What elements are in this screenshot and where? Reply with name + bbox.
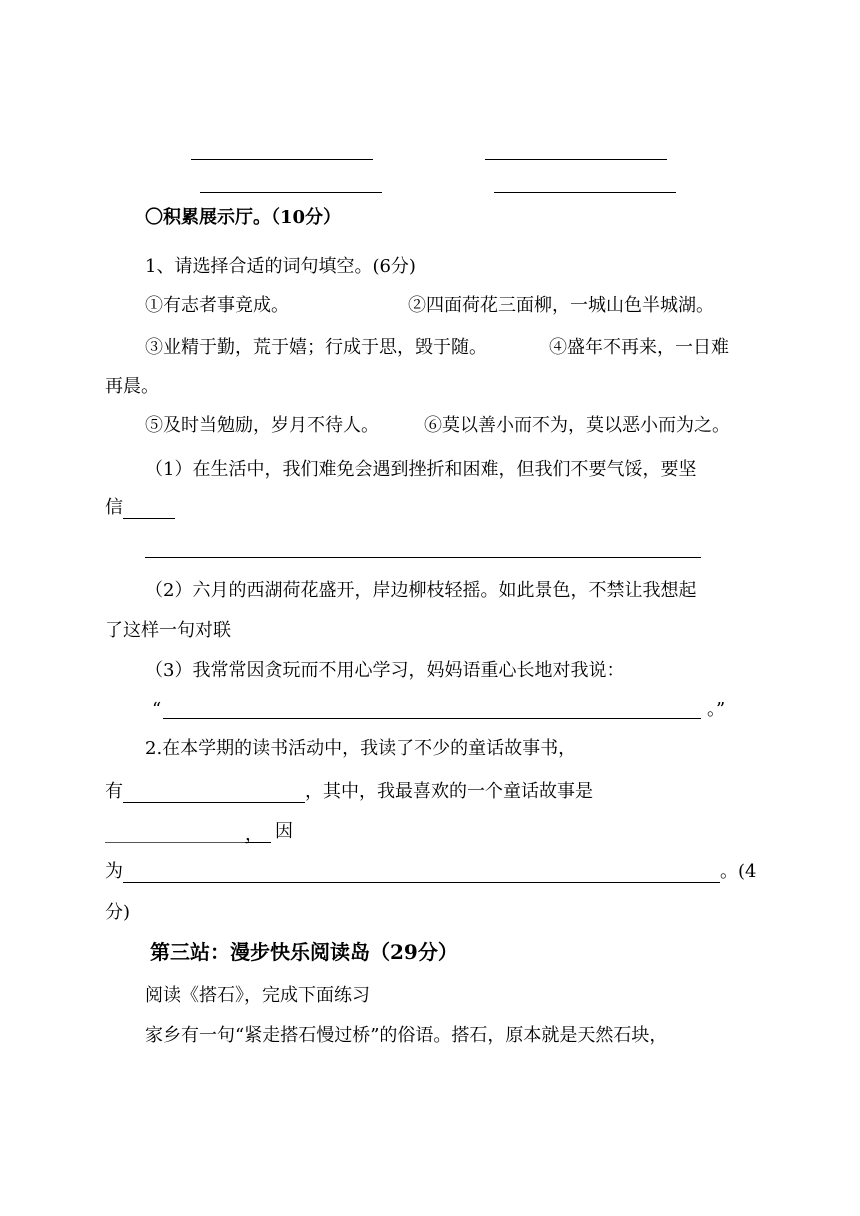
answer-blank[interactable] — [123, 784, 305, 803]
question-2: 2.在本学期的读书活动中，我读了不少的童话故事书， — [145, 738, 577, 759]
q2-text: 有 — [105, 781, 123, 802]
sub-question-2: （2）六月的西湖荷花盛开，岸边柳枝轻摇。如此景色，不禁让我想起 — [145, 580, 697, 601]
option-5: ⑤及时当勉励，岁月不待人。 — [145, 415, 379, 436]
answer-blank[interactable] — [123, 864, 720, 883]
sub-question-1-text: 信 — [105, 497, 123, 518]
close-quote: 。” — [707, 699, 726, 720]
answer-blank[interactable] — [485, 159, 667, 160]
q2-text: 因 — [275, 821, 293, 842]
option-1: ①有志者事竟成。 — [145, 295, 289, 316]
sub-question-3: （3）我常常因贪玩而不用心学习，妈妈语重心长地对我说： — [145, 660, 625, 681]
question-2-line4 — [105, 861, 756, 883]
passage-line: 家乡有一句“紧走搭石慢过桥”的俗语。搭石，原本就是天然石块， — [145, 1025, 668, 1046]
answer-blank[interactable] — [200, 192, 382, 193]
option-4: ④盛年不再来，一日难 — [549, 337, 729, 358]
option-4-wrap: 再晨。 — [105, 376, 159, 397]
question-2-line5: 分) — [105, 902, 131, 923]
option-3: ③业精于勤，荒于嬉；行成于思，毁于随。 — [145, 337, 487, 358]
sub-question-1-cont — [105, 497, 175, 519]
answer-blank[interactable] — [494, 192, 676, 193]
answer-line[interactable] — [145, 557, 701, 558]
answer-blank[interactable] — [123, 500, 175, 519]
question-2-line3 — [105, 821, 293, 843]
section-title: 〇积累展示厅。（10分） — [145, 207, 342, 228]
answer-blank[interactable] — [191, 159, 373, 160]
question-2-line2 — [105, 781, 593, 803]
sub-question-1: （1）在生活中，我们难免会遇到挫折和困难，但我们不要气馁，要坚 — [145, 459, 697, 480]
q2-text: ，其中，我最喜欢的一个童话故事是 — [305, 781, 593, 802]
answer-blank[interactable] — [105, 824, 245, 843]
q2-text: 为 — [105, 861, 123, 882]
option-2: ②四面荷花三面柳，一城山色半城湖。 — [408, 295, 714, 316]
section-title: 第三站：漫步快乐阅读岛（29分） — [150, 940, 458, 964]
q2-text: 。(4 — [720, 861, 757, 882]
question-prompt: 1、请选择合适的词句填空。(6分) — [145, 256, 416, 277]
reading-instruction: 阅读《搭石》，完成下面练习 — [145, 985, 370, 1006]
option-6: ⑥莫以善小而不为，莫以恶小而为之。 — [424, 415, 730, 436]
answer-line[interactable] — [163, 718, 701, 719]
open-quote: “ — [152, 699, 162, 720]
answer-blank-end[interactable]: ， — [245, 824, 271, 843]
sub-question-2-cont: 了这样一句对联 — [105, 620, 231, 641]
